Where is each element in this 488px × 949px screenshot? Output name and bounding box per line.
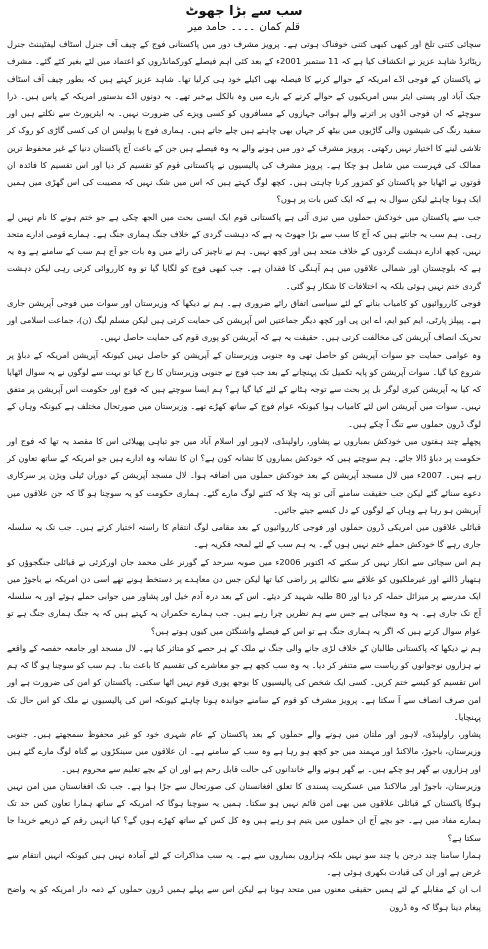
article-paragraph: جب سے پاکستان میں خودکش حملوں میں تیزی آئی ہے پاکستانی قوم ایک ایسی بحث میں الجھ چکی ہے جو ختم ہونے کا نام نہیں لے رہی۔ ہم سب یہ جانتے ہیں کہ آج کا سب سے بڑا جھوٹ یہ ہے کہ دہشت گردی کے خلاف جنگ ہماری جنگ ہے۔ ہمارے قومی ادارے متحد نہیں، کچھ ادارے دہشت گردوں کے خلاف متحد ہیں اور کچھ نہیں۔ ہم نے ناچیز کی رائے میں وہ بات جو آج ہم سب کے سامنے ہے وہ یہ ہے کہ بلوچستان اور شمالی علاقوں میں ہم آہنگی کا فقدان ہے۔ جب کبھی فوج کو لگایا گیا تو وہ کارروائی کرتی رہی لیکن دہشت گردی ختم نہیں ہوئی بلکہ یہ اختلافات کا شکار ہو گئی۔ — [7, 211, 481, 291]
article-headline: سب سے بڑا جھوٹ — [185, 4, 303, 19]
article-byline — [7, 20, 481, 34]
article-paragraph: وزیرستان، باجوڑ اور مالاکنڈ میں عسکریت پسندی کا تعلق افغانستان کی صورتحال سے جڑا ہوا ہے۔ جب تک افغانستان میں امن نہیں ہوگا پاکستان کے قبائلی علاقوں میں بھی امن قائم نہیں ہو سکتا۔ ہمیں یہ سوچنا ہوگا کہ امریکہ کے ساتھ ہمارا تعاون کس حد تک ہمارے مفاد میں ہے۔ جو بچے آج ان حملوں میں یتیم ہو رہے ہیں وہ کل کس کے ساتھ کھڑے ہوں گے؟ کیا انہیں رقم کے ذریعے خریدا جا سکتا ہے؟ — [7, 780, 481, 843]
author-name: حامد میر — [187, 21, 227, 33]
article-paragraph: ہم اس سچائی سے انکار نہیں کر سکتے کہ اکتوبر 2006ء میں صوبہ سرحد کے گورنر علی محمد جان اورکزئی نے قبائلی جنگجوؤں کو ہتھیار ڈالنے اور غیرملکیوں کو علاقے سے نکالنے پر راضی کیا تھا لیکن جس دن معاہدے پر دستخط ہونے تھے اسی دن امریکہ نے باجوڑ میں ایک مدرسے پر میزائل حملہ کر دیا اور 80 طلبہ شہید کر دیئے۔ اس کے بعد درہ آدم خیل اور پشاور میں جوابی حملے ہوئے اور یہ سلسلہ آج تک جاری ہے۔ یہ وہ سچائی ہے جس سے ہم نظریں چرا رہے ہیں۔ جب ہمارے حکمران یہ کہتے ہیں کہ یہ جنگ ہماری جنگ ہے تو عوام سوال کرتے ہیں کہ اگر یہ ہماری جنگ ہے تو اس کے فیصلے واشنگٹن میں کیوں ہوتے ہیں؟ — [7, 556, 481, 636]
article-paragraph: فوجی کارروائیوں کو کامیاب بنانے کے لئے سیاسی اتفاق رائے ضروری ہے۔ ہم نے دیکھا کہ وزیرستان اور سوات میں فوجی آپریشن جاری ہے۔ پیپلز پارٹی، ایم کیو ایم، اے این پی اور کچھ دیگر جماعتیں اس آپریشن کی حمایت کرتی ہیں لیکن مسلم لیگ (ن)، جماعت اسلامی اور تحریک انصاف آپریشن کی مخالفت کرتی ہیں۔ حقیقت یہ ہے کہ آپریشن کو پوری قوم کی حمایت حاصل نہیں۔ — [7, 297, 481, 343]
article-paragraph: اب ان کے مقابلے کے لئے ہمیں حقیقی معنوں میں متحد ہونا ہے لیکن اس سے پہلے ہمیں ڈرون حملوں کے ذمہ دار امریکہ کو یہ واضح پیغام دینا ہوگا کہ وہ ڈرون — [7, 884, 481, 912]
article-paragraph: پشاور، راولپنڈی، لاہور اور ملتان میں ہونے والے حملوں کے بعد پاکستان کے عام شہری خود کو غیر محفوظ سمجھتے ہیں۔ جنوبی وزیرستان، باجوڑ، مالاکنڈ اور مہمند میں جو کچھ ہو رہا ہے وہ سب کے سامنے ہے۔ ان علاقوں میں سینکڑوں بے گناہ لوگ مارے گئے ہیں اور ہزاروں بے گھر ہو چکے ہیں۔ بے گھر ہونے والے خاندانوں کی حالت قابل رحم ہے اور ان کے بچے تعلیم سے محروم ہیں۔ — [7, 729, 481, 774]
article-body — [7, 36, 481, 916]
article-paragraph: ہمارا سامنا چند درجن یا چند سو نہیں بلکہ ہزاروں بمباروں سے ہے۔ یہ سب مذاکرات کے لئے آمادہ نہیں ہیں کیونکہ انہیں انتقام سے غرض ہے اور ان کی قیادت بکھری ہوئی ہے۔ — [7, 849, 481, 877]
article-paragraph: سچائی کتنی تلخ اور کبھی کبھی کتنی خوفناک ہوتی ہے۔ پرویز مشرف دور میں پاکستانی فوج کے چیف آف جنرل اسٹاف لیفٹیننٹ جنرل ریٹائرڈ شاہد عزیز نے انکشاف کیا ہے کہ 11 ستمبر 2001ء کے بعد کئی اہم فیصلے کورکمانڈروں کو اعتماد میں لئے بغیر کئے گئے۔ مشرف نے پاکستان کے فوجی اڈے امریکہ کے حوالے کرنے کا فیصلہ بھی اکیلے خود ہی کرلیا تھا۔ شاہد عزیز کہتے ہیں کہ بطور چیف آف اسٹاف جیک آباد اور پسنی ایئر بیس امریکیوں کے حوالے کرنے کے بارے میں وہ بالکل بےخبر تھے۔ یہ دونوں اڈے بدستور امریکہ کے پاس ہیں۔ ذرا سوچئے کہ ان فوجی اڈوں پر اترنے والے ہوائی جہازوں کے مسافروں کو کسی ویزے کی ضرورت نہیں۔ یہ ایئرپورٹ سے نکلتے ہیں اور سفید رنگ کی شیشوں والی گاڑیوں میں بیٹھ کر جہاں بھی چاہتے ہیں چلے جاتے ہیں۔ ہماری فوج یا پولیس ان کی کسی گاڑی کو روک کر تلاشی لینے کا اختیار نہیں رکھتی۔ پرویز مشرف کے دور میں ہونے والے یہ وہ فیصلے ہیں جن کے باعث آج پاکستان دنیا کے غیر محفوظ ترین ممالک کی فہرست میں شامل ہو چکا ہے۔ پرویز مشرف کی پالیسیوں نے پاکستانی قوم کو تقسیم کر دیا اور اس تقسیم کا فائدہ ان قوتوں نے اٹھایا جو پاکستان کو کمزور کرنا چاہتی ہیں۔ کچھ لوگ کہتے ہیں کہ اس میں شک نہیں کہ مصیبت کی اس گھڑی میں ہمیں ایک ہونا چاہئے لیکن سوال یہ ہے کہ ایک کس بات پر ہوں؟ — [7, 39, 481, 205]
article-paragraph: وہ عوامی حمایت جو سوات آپریشن کو حاصل تھی وہ جنوبی وزیرستان کے آپریشن کو حاصل نہیں کیونکہ آپریشن امریکہ کے دباؤ پر شروع کیا گیا۔ سوات آپریشن کو پایہ تکمیل تک پہنچانے کے بعد جب فوج نے جنوبی وزیرستان کا رخ کیا تو بہت سے لوگوں نے یہ سوال اٹھایا کہ کیا یہ آپریشن کیری لوگر بل پر بحث سے توجہ ہٹانے کے لئے کیا گیا ہے؟ ہم ایسا سوچتے ہیں کہ فوج اور حکومت اس آپریشن پر متفق نہیں۔ سوات میں آپریشن اس لئے کامیاب ہوا کیونکہ عوام فوج کے ساتھ کھڑے تھے۔ وزیرستان میں صورتحال مختلف ہے کیونکہ وہاں کے لوگ ڈرون حملوں سے تنگ آ چکے ہیں۔ — [7, 349, 481, 429]
column-label: قلم کمان — [259, 21, 301, 33]
byline-separator: ۔۔۔۔ — [230, 21, 256, 33]
article-paragraph: قبائلی علاقوں میں امریکی ڈرون حملوں اور فوجی کارروائیوں کے بعد مقامی لوگ انتقام کا راستہ اختیار کرتے ہیں۔ جب تک یہ سلسلہ جاری رہے گا خودکش حملے ختم نہیں ہوں گے۔ یہ ہم سب کے لئے لمحہ فکریہ ہے۔ — [7, 522, 481, 550]
article-paragraph: ہم نے دیکھا کہ پاکستانی طالبان کے خلاف لڑی جانے والی جنگ نے ملک کے ہر حصے کو متاثر کیا ہے۔ لال مسجد اور جامعہ حفصہ کے واقعے نے ہزاروں نوجوانوں کو ریاست سے متنفر کر دیا۔ یہ وہ سب کچھ ہے جو معاشرے کی تقسیم کا باعث بنا۔ ہم سب کو سوچنا ہو گا کہ ہم اس تقسیم کو کیسے ختم کریں۔ کسی ایک شخص کی پالیسیوں کا بوجھ پوری قوم نہیں اٹھا سکتی۔ پاکستان کو امن کی ضرورت ہے اور امن صرف انصاف سے آ سکتا ہے۔ پرویز مشرف کو قوم کے سامنے جوابدہ ہونا چاہئے کیونکہ اس کی پالیسیوں نے ملک کو اس حال تک پہنچایا۔ — [7, 642, 481, 722]
article-paragraph: پچھلے چند ہفتوں میں خودکش بمباروں نے پشاور، راولپنڈی، لاہور اور اسلام آباد میں جو تباہی پھیلائی اس کا مقصد یہ تھا کہ فوج اور حکومت پر دباؤ ڈالا جائے۔ ہم سوچتے ہیں کہ خودکش بمباروں کا نشانہ کون ہے؟ ان کا نشانہ وہ ادارے ہیں جو امریکہ کے ساتھ تعاون کر رہے ہیں۔ 2007ء میں لال مسجد آپریشن کے بعد خودکش حملوں میں اضافہ ہوا۔ لال مسجد آپریشن کے دوران ٹیلی ویژن پر سرکاری دعوے سنائے گئے لیکن جب حقیقت سامنے آئی تو پتہ چلا کہ کتنے لوگ مارے گئے۔ ہماری حکومت کو یہ سوچنا ہو گا کہ جن علاقوں میں آپریشن ہو رہا ہے وہاں کے لوگوں کے دل کیسے جیتے جائیں۔ — [7, 435, 482, 515]
